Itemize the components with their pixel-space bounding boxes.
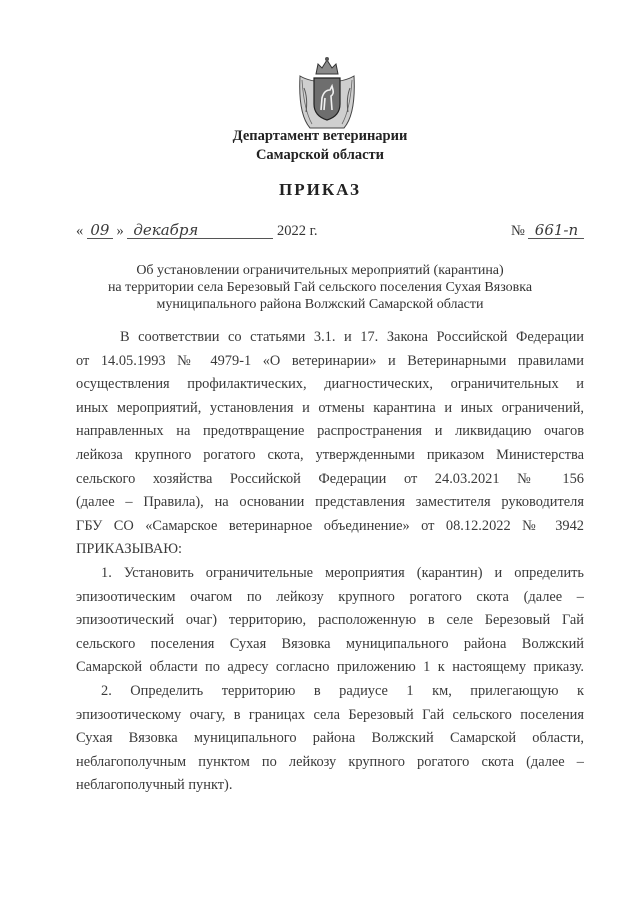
order-subject xyxy=(0,262,640,313)
body-line: направленных на предотвращение распространения и ликвидацию очагов xyxy=(76,423,584,440)
clause-2-line: неблагополучным пунктом по лейкозу крупного рогатого скота (далее – xyxy=(76,753,584,770)
clause-2-line: 2. Определить территорию в радиусе 1 км, прилегающую к xyxy=(101,682,584,699)
order-date xyxy=(76,223,318,240)
number-value: 661-п xyxy=(528,223,584,239)
subject-line: на территории села Березовый Гай сельского поселения Сухая Вязовка xyxy=(107,280,533,295)
date-day: 09 xyxy=(87,223,113,239)
body-line: иных мероприятий, установления и отмены карантина и иных ограничений, xyxy=(76,399,584,416)
date-year: 2022 г. xyxy=(277,223,318,239)
date-close-quote: » xyxy=(116,223,124,239)
clause-1-line: Самарской области по адресу согласно приложению 1 к настоящему приказу. xyxy=(76,659,584,676)
date-month: декабря xyxy=(127,223,273,239)
clause-1-line: 1. Установить ограничительные мероприятия (карантин) и определить xyxy=(101,564,584,581)
body-line: В соответствии со статьями 3.1. и 17. Закона Российской Федерации xyxy=(120,329,584,345)
department-name-line1: Департамент ветеринарии xyxy=(232,128,408,144)
order-body xyxy=(76,326,584,798)
number-label: № xyxy=(511,223,525,239)
body-line: осуществления профилактических, диагностических, ограничительных и xyxy=(76,376,584,393)
body-line: лейкоза крупного рогатого скота, утвержденными приказом Министерства xyxy=(76,446,584,463)
clause-1-line: эпизоотический очаг) территорию, расположенную в селе Березовый Гай xyxy=(76,612,584,629)
clause-2-line: Сухая Вязовка муниципального района Волжский Самарской области, xyxy=(76,730,584,747)
body-line: от 14.05.1993 № 4979-1 «О ветеринарии» и Ветеринарными правилами xyxy=(76,352,584,369)
order-number xyxy=(511,223,584,240)
order-title: ПРИКАЗ xyxy=(279,180,361,199)
clause-2-line: неблагополучный пункт). xyxy=(76,777,233,794)
body-line: ПРИКАЗЫВАЮ: xyxy=(76,541,183,558)
body-line: сельского хозяйства Российской Федерации от 24.03.2021 № 156 xyxy=(76,470,584,487)
subject-line: муниципального района Волжский Самарской области xyxy=(156,297,484,312)
clause-2-line: эпизоотическому очагу, в границах села Березовый Гай сельского поселения xyxy=(76,706,584,723)
body-line: (далее – Правила), на основании представления заместителя руководителя xyxy=(76,494,584,511)
clause-1-line: эпизоотическим очагом по лейкозу крупного рогатого скота (далее – xyxy=(76,588,584,605)
clause-1-line: сельского поселения Сухая Вязовка муниципального района Волжский xyxy=(76,635,584,652)
date-open-quote: « xyxy=(76,223,84,239)
department-name-line2: Самарской области xyxy=(255,147,385,163)
body-line: ГБУ СО «Самарское ветеринарное объединение» от 08.12.2022 № 3942 xyxy=(76,517,584,534)
subject-line: Об установлении ограничительных мероприятий (карантина) xyxy=(136,263,504,278)
coat-of-arms-icon xyxy=(294,54,360,132)
